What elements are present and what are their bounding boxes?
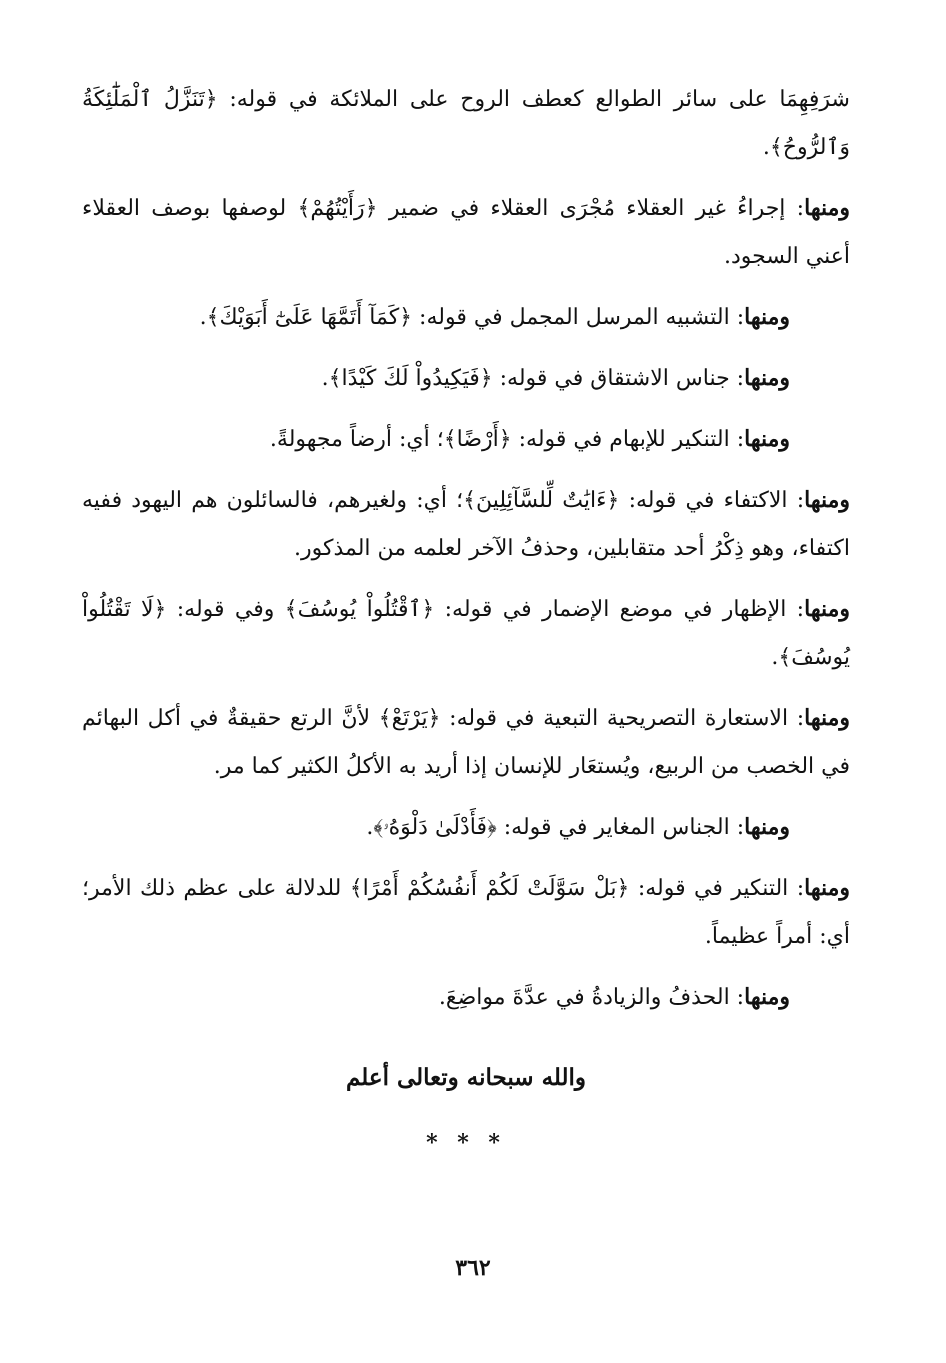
paragraph-2 bbox=[82, 293, 850, 342]
closing-phrase: والله سبحانه وتعالى أعلم bbox=[345, 1064, 587, 1091]
paragraph-lead: ومنها bbox=[744, 984, 790, 1010]
paragraph-0 bbox=[82, 76, 850, 172]
paragraph-lead: ومنها bbox=[744, 365, 790, 391]
paragraph-lead: ومنها bbox=[744, 304, 790, 330]
paragraph-lead: ومنها bbox=[804, 487, 850, 513]
paragraph-text: : التنكير للإبهام في قوله: ﴿أَرْضًا﴾؛ أي: أرضاً مجهولةً. bbox=[269, 427, 745, 452]
paragraph-text: شرَفِهِمَا على سائر الطوالع كعطف الروح على الملائكة في قوله: ﴿تَنَزَّلُ ٱلْمَلَٰٓئِكَةُ وَٱلرُّوحُ﴾. bbox=[82, 87, 850, 160]
paragraph-4 bbox=[82, 415, 850, 464]
page-number: ٣٦٢ bbox=[455, 1255, 491, 1281]
paragraph-5 bbox=[82, 476, 850, 573]
paragraph-1 bbox=[82, 184, 850, 281]
paragraph-8 bbox=[82, 803, 850, 852]
paragraph-6 bbox=[82, 585, 850, 682]
paragraph-text: : الحذفُ والزيادةُ في عدَّةَ مواضِعَ. bbox=[438, 985, 745, 1010]
paragraph-text: : الاكتفاء في قوله: ﴿ءَايَٰتٌ لِّلسَّآئِلِينَ﴾؛ أي: ولغيرهم، فالسائلون هم اليهود ففيه اكتفاء، وهو ذِكْرُ أحد متقابلين، وحذفُ الآخر لعلمه من المذكور. bbox=[82, 488, 850, 561]
paragraph-10 bbox=[82, 973, 850, 1022]
section-separator: * * * bbox=[426, 1130, 506, 1156]
paragraph-lead: ومنها bbox=[804, 596, 850, 622]
paragraph-lead: ومنها bbox=[744, 426, 790, 452]
paragraph-3 bbox=[82, 354, 850, 403]
paragraph-lead: ومنها bbox=[804, 705, 850, 731]
paragraph-text: : الإظهار في موضع الإضمار في قوله: ﴿ٱقْتُلُواْ يُوسُفَ﴾ وفي قوله: ﴿لَا تَقْتُلُواْ يُوسُفَ﴾. bbox=[82, 597, 850, 670]
paragraph-text: : الاستعارة التصريحية التبعية في قوله: ﴿يَرْتَعْ﴾ لأنَّ الرتع حقيقةٌ في أكل البهائم في الخصب من الربيع، ويُستعَار للإنسان إذا أريد به الأكلُ الكثير كما مر. bbox=[82, 706, 850, 779]
paragraph-text: : جناس الاشتقاق في قوله: ﴿فَيَكِيدُواْ لَكَ كَيْدًا﴾. bbox=[321, 366, 745, 391]
paragraph-lead: ومنها bbox=[744, 814, 790, 840]
paragraph-text: : إجراءُ غير العقلاء مُجْرَى العقلاء في ضمير ﴿رَأَيْتُهُمْ﴾ لوصفها بوصف العقلاء أعني السجود. bbox=[82, 196, 850, 269]
paragraph-text: : التنكير في قوله: ﴿بَلْ سَوَّلَتْ لَكُمْ أَنفُسُكُمْ أَمْرًا﴾ للدلالة على عظم ذلك الأمر؛ أي: أمراً عظيماً. bbox=[82, 876, 850, 949]
paragraph-lead: ومنها bbox=[804, 195, 850, 221]
paragraph-lead: ومنها bbox=[804, 875, 850, 901]
paragraph-9 bbox=[82, 864, 850, 961]
paragraph-text: : الجناس المغاير في قوله: ﴿فَأَدْلَىٰ دَلْوَهُۥ﴾. bbox=[366, 815, 745, 840]
paragraph-7 bbox=[82, 694, 850, 791]
paragraph-text: : التشبيه المرسل المجمل في قوله: ﴿كَمَآ أَتَمَّهَا عَلَىٰٓ أَبَوَيْكَ﴾. bbox=[199, 305, 745, 330]
